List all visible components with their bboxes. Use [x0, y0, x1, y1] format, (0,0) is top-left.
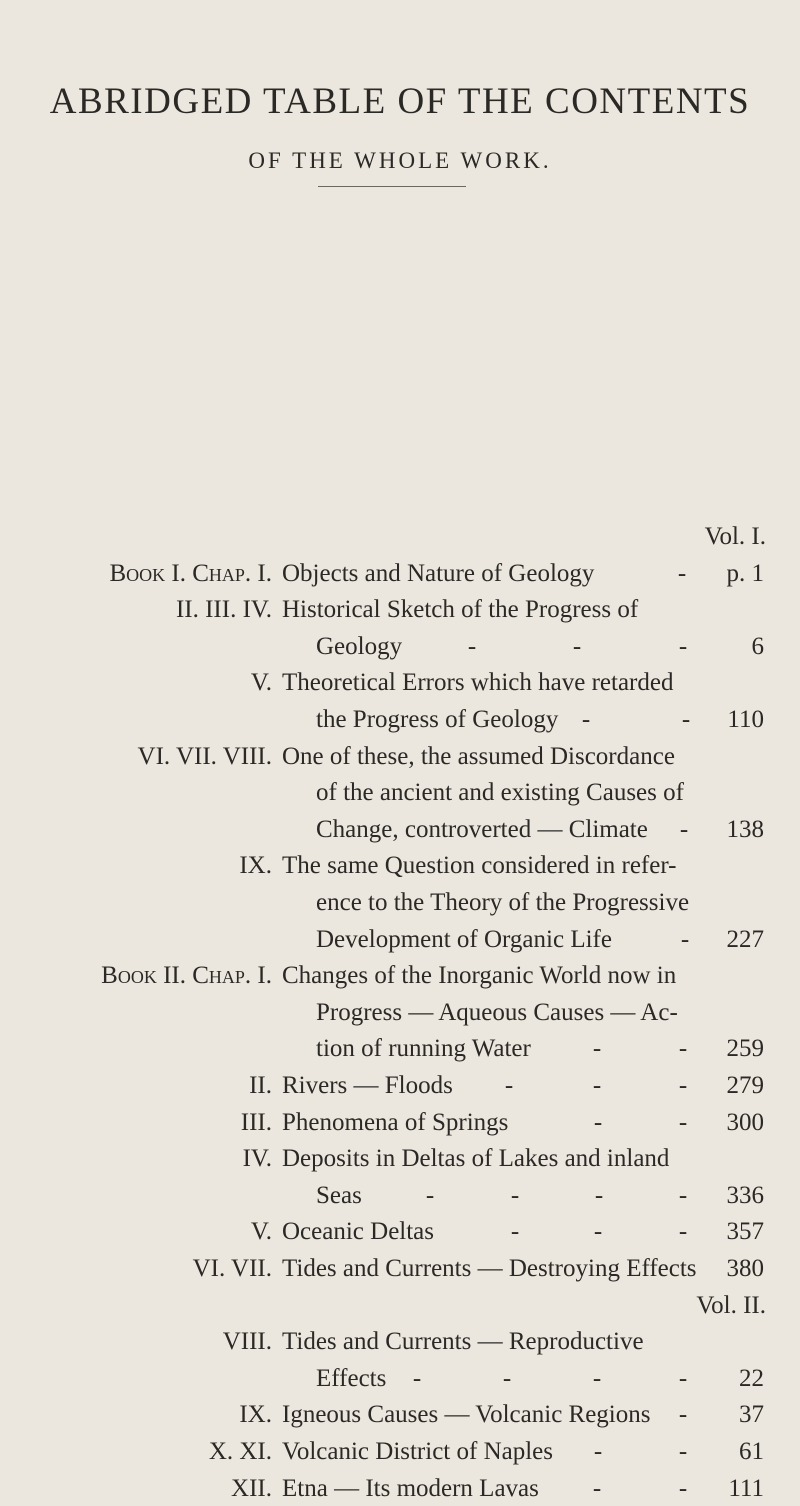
toc-entry-continuation	[0, 703, 800, 737]
entry-text: Oceanic Deltas	[282, 1218, 435, 1246]
leader-dash: -	[593, 1438, 603, 1465]
title-divider	[318, 186, 466, 187]
leader-dash: -	[678, 1438, 688, 1465]
entry-text: Changes of the Inorganic World now in	[282, 962, 677, 990]
page-number: p. 1	[726, 559, 764, 587]
leader-dash: -	[680, 925, 690, 953]
chapter-label: VI. VII.	[192, 1255, 272, 1282]
chapter-label: V.	[250, 669, 272, 697]
leader-dash: -	[681, 706, 691, 733]
entry-text: ence to the Theory of the Progressive	[316, 889, 690, 916]
page-number: 227	[726, 925, 764, 953]
toc-entry-continuation	[0, 886, 800, 920]
leader-dash: -	[678, 1072, 688, 1099]
toc-entry	[0, 1435, 800, 1469]
leader-dash: -	[592, 1474, 602, 1502]
entry-text: Geology	[316, 632, 403, 660]
page-number: 279	[726, 1072, 764, 1099]
leader-dash: -	[593, 1108, 603, 1136]
page-number: 138	[726, 815, 764, 843]
page-number: 357	[726, 1218, 764, 1246]
page-subtitle: OF THE WHOLE WORK.	[248, 148, 552, 173]
entry-text: Rivers — Floods	[282, 1072, 453, 1099]
leader-dash: -	[678, 1401, 688, 1429]
toc-entry	[0, 1325, 800, 1359]
leader-dash: -	[510, 1218, 520, 1246]
leader-dash: -	[592, 1364, 602, 1392]
toc-entry	[0, 959, 800, 993]
toc-entry	[0, 1398, 800, 1432]
leader-dash: -	[502, 1364, 512, 1392]
toc-entry	[0, 557, 800, 591]
page-number: 380	[726, 1255, 764, 1282]
entry-text: tion of running Water	[316, 1035, 531, 1063]
toc-entry	[0, 593, 800, 627]
toc-entry-continuation	[0, 776, 800, 810]
page-number: 110	[727, 706, 764, 733]
chapter-label: IX.	[239, 852, 272, 880]
volume-heading-2: Vol. II.	[696, 1291, 766, 1319]
leader-dash: -	[678, 1364, 688, 1392]
page-number: 6	[751, 632, 764, 660]
entry-text: Objects and Nature of Geology	[282, 559, 595, 587]
leader-dash: -	[594, 1181, 604, 1209]
toc-entry	[0, 1472, 800, 1506]
chapter-label: IV.	[242, 1145, 272, 1173]
page-title: ABRIDGED TABLE OF THE CONTENTS	[49, 81, 751, 122]
toc-entry-continuation	[0, 996, 800, 1030]
entry-text: Deposits in Deltas of Lakes and inland	[282, 1145, 670, 1173]
leader-dash: -	[677, 559, 687, 587]
page-number: 259	[726, 1035, 764, 1063]
entry-text: The same Question considered in refer-	[282, 852, 677, 880]
entry-text: Tides and Currents — Destroying Effects	[282, 1255, 697, 1282]
entry-text: Etna — Its modern Lavas	[282, 1474, 539, 1502]
chapter-label: Book I. Chap. I.	[109, 559, 272, 587]
chapter-label: II.	[249, 1072, 272, 1099]
entry-text: Seas	[316, 1181, 362, 1209]
toc-entry-continuation	[0, 1179, 800, 1213]
leader-dash: -	[572, 632, 582, 660]
chapter-label: VI. VII. VIII.	[137, 742, 272, 770]
leader-dash: -	[425, 1181, 435, 1209]
chapter-label: VIII.	[222, 1328, 272, 1356]
entry-text: Theoretical Errors which have retarded	[282, 669, 674, 697]
toc-entry	[0, 849, 800, 883]
chapter-label: II. III. IV.	[175, 596, 272, 624]
chapter-label: XII.	[231, 1474, 272, 1502]
leader-dash: -	[592, 1035, 602, 1063]
leader-dash: -	[581, 706, 591, 733]
chapter-label: Book II. Chap. I.	[101, 962, 272, 990]
toc-entry	[0, 666, 800, 700]
leader-dash: -	[678, 1181, 688, 1209]
toc-entry	[0, 740, 800, 774]
page-number: 336	[726, 1181, 764, 1209]
leader-dash: -	[592, 1072, 602, 1099]
page-number: 111	[728, 1474, 764, 1502]
toc-entry	[0, 1215, 800, 1249]
entry-text: Tides and Currents — Reproductive	[282, 1328, 644, 1356]
leader-dash: -	[504, 1072, 514, 1099]
entry-text: One of these, the assumed Discordance	[282, 742, 675, 770]
volume-heading-1: Vol. I.	[704, 523, 766, 550]
leader-dash: -	[412, 1364, 422, 1392]
toc-entry-continuation	[0, 923, 800, 957]
page-number: 61	[739, 1438, 764, 1465]
entry-text: Development of Organic Life	[316, 925, 612, 953]
toc-entry	[0, 1142, 800, 1176]
chapter-label: X. XI.	[208, 1438, 272, 1465]
toc-entry	[0, 1106, 800, 1140]
chapter-label: IX.	[239, 1401, 272, 1429]
entry-text: Effects	[316, 1364, 387, 1392]
entry-text: the Progress of Geology	[316, 706, 559, 733]
leader-dash: -	[678, 1108, 688, 1136]
toc-entry	[0, 1069, 800, 1103]
entry-text: Progress — Aqueous Causes — Ac-	[316, 998, 678, 1026]
toc-entry-continuation	[0, 1362, 800, 1396]
leader-dash: -	[593, 1218, 603, 1246]
page-number: 300	[726, 1108, 764, 1136]
entry-text: of the ancient and existing Causes of	[316, 779, 684, 807]
entry-text: Igneous Causes — Volcanic Regions	[282, 1401, 651, 1429]
entry-text: Historical Sketch of the Progress of	[282, 596, 639, 624]
chapter-label: III.	[240, 1108, 272, 1136]
leader-dash: -	[678, 1218, 688, 1246]
toc-entry	[0, 1252, 800, 1286]
toc-entry-continuation	[0, 630, 800, 664]
entry-text: Volcanic District of Naples	[282, 1438, 553, 1465]
entry-text: Change, controverted — Climate	[316, 815, 648, 843]
leader-dash: -	[467, 632, 477, 660]
toc-entry-continuation	[0, 813, 800, 847]
entry-text: Phenomena of Springs	[282, 1108, 509, 1136]
toc-entry-continuation	[0, 1032, 800, 1066]
leader-dash: -	[679, 815, 689, 843]
page-number: 37	[739, 1401, 764, 1429]
leader-dash: -	[678, 632, 688, 660]
chapter-label: V.	[250, 1218, 272, 1246]
leader-dash: -	[510, 1181, 520, 1209]
leader-dash: -	[678, 1474, 688, 1502]
page-number: 22	[739, 1364, 764, 1392]
leader-dash: -	[678, 1035, 688, 1063]
